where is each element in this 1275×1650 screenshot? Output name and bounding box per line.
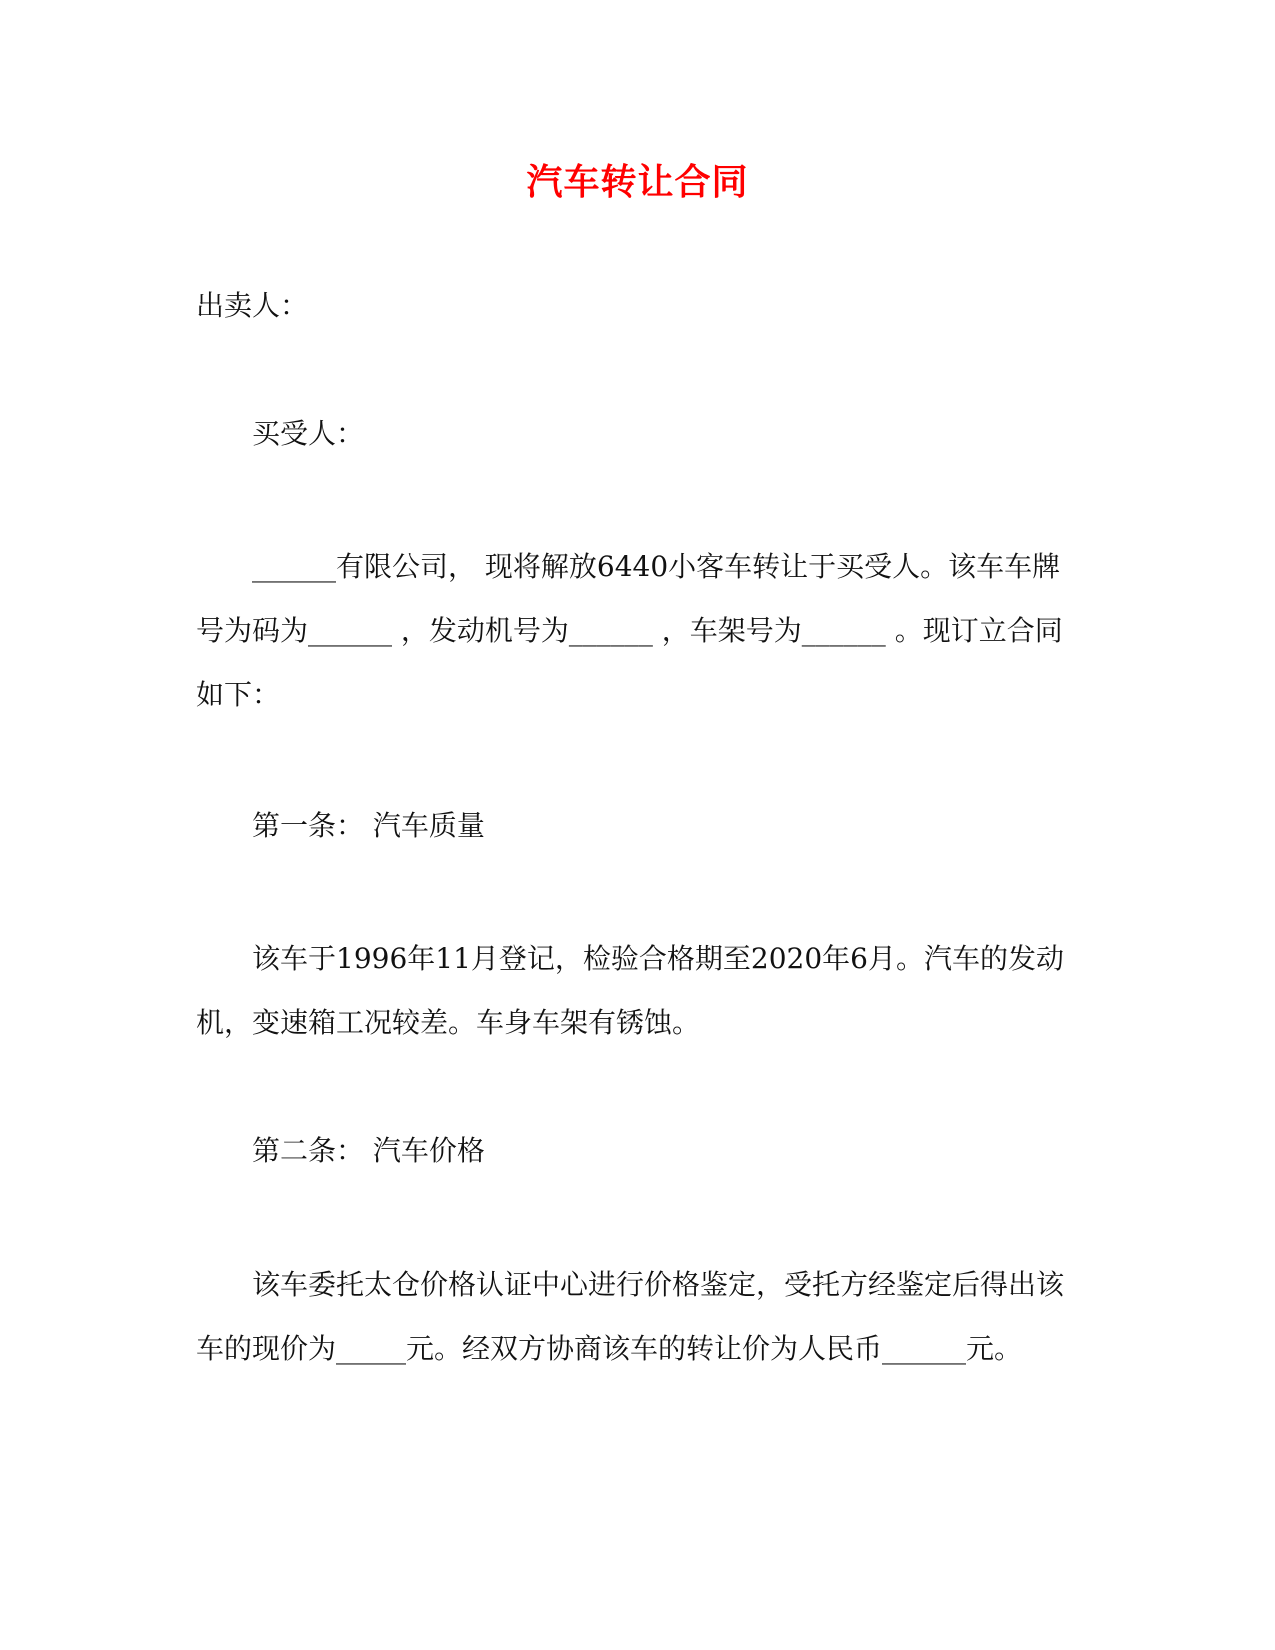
article-2-body: 该车委托太仓价格认证中心进行价格鉴定，受托方经鉴定后得出该车的现价为_____元。经双方协商该车的转让价为人民币______元。 [196, 1268, 1065, 1365]
document-title: 汽车转让合同 [526, 161, 749, 203]
article-2-heading: 第二条： 汽车价格 [252, 1134, 485, 1167]
intro-paragraph: ______有限公司， 现将解放6440小客车转让于买受人。该车车牌号为码为______ ，发动机号为______ ，车架号为______ 。现订立合同如下： [196, 550, 1063, 711]
seller-line: 出卖人： [196, 289, 309, 322]
article-1-heading: 第一条： 汽车质量 [252, 809, 485, 842]
article-1-body: 该车于1996年11月登记，检验合格期至2020年6月。汽车的发动机，变速箱工况较差。车身车架有锈蚀。 [196, 942, 1064, 1039]
buyer-line: 买受人： [252, 417, 365, 450]
